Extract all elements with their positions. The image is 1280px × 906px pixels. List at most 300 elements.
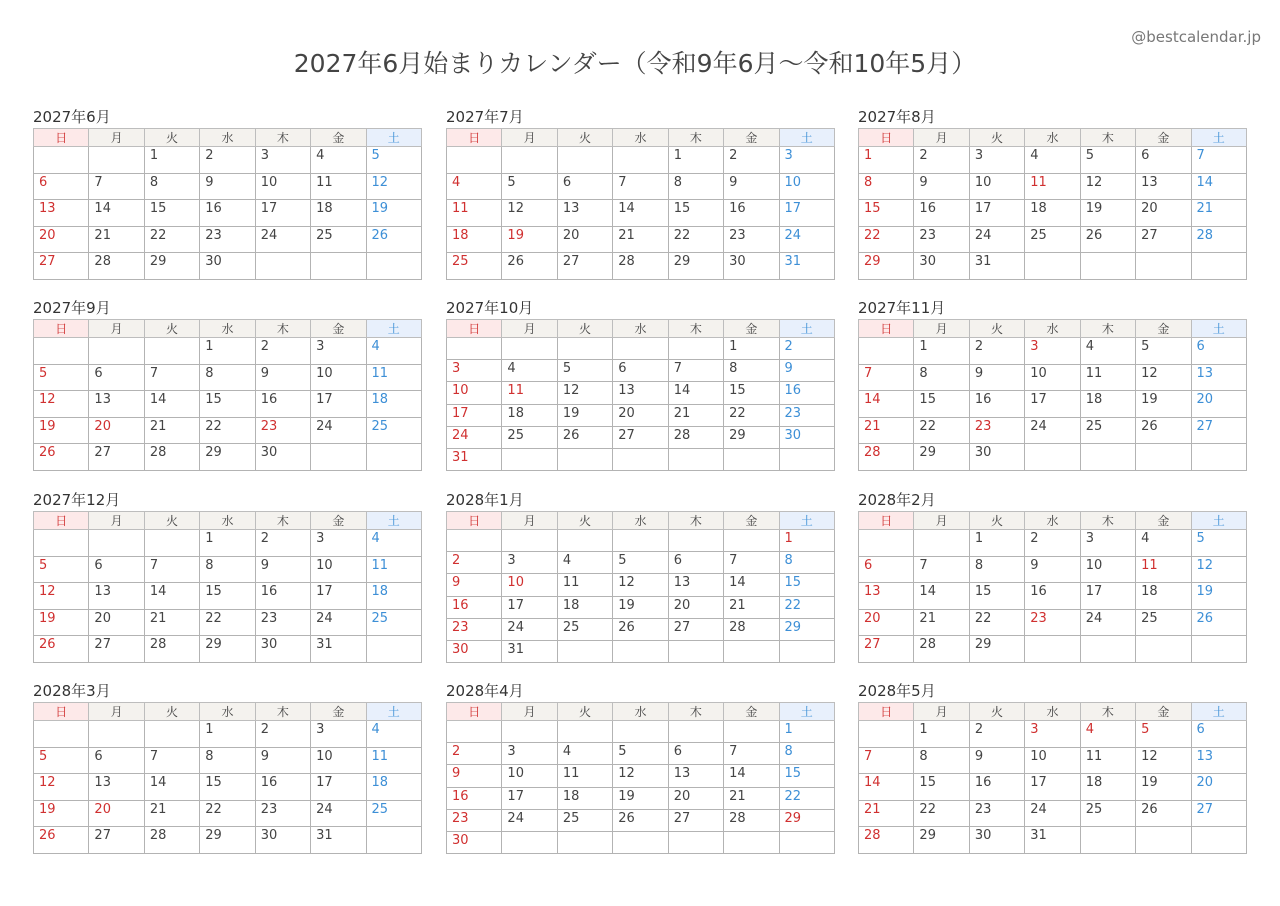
empty-cell [144,338,199,365]
day-cell: 4 [311,147,366,174]
empty-cell [668,530,723,552]
month-calendar [446,106,835,280]
day-cell: 29 [859,253,914,280]
day-cell: 12 [613,574,668,596]
empty-cell [1080,636,1135,663]
empty-cell [89,147,144,174]
day-cell: 28 [859,444,914,471]
day-cell: 5 [1080,147,1135,174]
day-cell: 2 [779,338,834,360]
empty-cell [557,721,612,743]
day-cell: 6 [668,552,723,574]
empty-cell [34,721,89,748]
week-row [447,404,835,426]
weekday-header: 木 [1080,703,1135,721]
weekday-header: 日 [34,703,89,721]
day-cell: 7 [668,360,723,382]
month-table [446,128,835,280]
weekday-header: 月 [89,703,144,721]
weekday-header: 水 [200,512,255,530]
day-cell: 24 [1080,609,1135,636]
day-cell: 13 [1191,747,1246,774]
day-cell: 21 [859,800,914,827]
day-cell: 3 [969,147,1024,174]
month-title: 2027年7月 [446,108,524,126]
day-cell: 5 [613,743,668,765]
day-cell: 17 [969,200,1024,227]
day-cell: 24 [969,226,1024,253]
weekday-header: 月 [502,129,557,147]
weekday-header: 水 [1025,703,1080,721]
day-cell: 7 [859,747,914,774]
day-cell: 5 [1136,338,1191,365]
day-cell: 4 [502,360,557,382]
day-cell: 13 [668,574,723,596]
empty-cell [502,831,557,853]
day-cell: 20 [668,787,723,809]
weekday-header: 月 [89,512,144,530]
empty-cell [613,338,668,360]
day-cell: 6 [557,173,612,200]
day-cell: 17 [1025,391,1080,418]
day-cell: 22 [200,417,255,444]
month-calendar [858,106,1247,280]
day-cell: 23 [914,226,969,253]
empty-cell [779,640,834,662]
week-row [447,253,835,280]
day-cell: 8 [724,360,779,382]
day-cell: 18 [366,774,421,801]
day-cell: 16 [255,774,310,801]
holiday-cell: 19 [502,226,557,253]
weekday-header: 水 [200,703,255,721]
day-cell: 15 [200,583,255,610]
day-cell: 24 [1025,800,1080,827]
empty-cell [1080,253,1135,280]
day-cell: 17 [311,583,366,610]
day-cell: 1 [724,338,779,360]
empty-cell [859,721,914,748]
day-cell: 7 [144,364,199,391]
weekday-header: 水 [613,320,668,338]
weekday-header: 日 [859,703,914,721]
empty-cell [1080,827,1135,854]
day-cell: 13 [1191,364,1246,391]
empty-cell [366,827,421,854]
empty-cell [668,831,723,853]
month-calendar [858,297,1247,471]
day-cell: 6 [859,556,914,583]
empty-cell [557,338,612,360]
weekday-header: 日 [447,129,502,147]
empty-cell [255,253,310,280]
week-row [859,636,1247,663]
day-cell: 6 [1136,147,1191,174]
weekday-header: 水 [613,129,668,147]
empty-cell [1025,636,1080,663]
week-row [447,574,835,596]
weekday-header: 土 [1191,320,1246,338]
day-cell: 29 [779,618,834,640]
weekday-header: 木 [1080,129,1135,147]
day-cell: 2 [969,338,1024,365]
day-cell: 8 [200,364,255,391]
day-cell: 5 [366,147,421,174]
weekday-header: 土 [1191,703,1246,721]
weekday-header: 日 [34,512,89,530]
weekday-header: 月 [89,320,144,338]
weekday-header: 日 [447,703,502,721]
weekday-header-row [859,703,1247,721]
day-cell: 8 [914,364,969,391]
day-cell: 8 [914,747,969,774]
day-cell: 10 [969,173,1024,200]
day-cell: 27 [557,253,612,280]
weekday-header: 木 [668,320,723,338]
week-row [447,338,835,360]
day-cell: 27 [89,827,144,854]
week-row [34,364,422,391]
day-cell: 22 [914,417,969,444]
empty-cell [1136,827,1191,854]
day-cell: 11 [1080,364,1135,391]
day-cell: 17 [311,391,366,418]
day-cell: 3 [311,338,366,365]
weekday-header: 月 [89,129,144,147]
day-cell: 1 [859,147,914,174]
day-cell: 16 [779,382,834,404]
day-cell: 11 [1080,747,1135,774]
week-row [447,360,835,382]
empty-cell [366,444,421,471]
week-row [859,827,1247,854]
week-row [447,765,835,787]
empty-cell [502,338,557,360]
day-cell: 8 [779,552,834,574]
month-title: 2027年8月 [858,108,936,126]
day-cell: 7 [859,364,914,391]
holiday-cell: 10 [502,574,557,596]
week-row [447,200,835,227]
week-row [447,147,835,174]
weekday-header-row [34,320,422,338]
day-cell: 4 [557,743,612,765]
day-cell: 26 [1136,417,1191,444]
day-cell: 9 [724,173,779,200]
day-cell: 21 [859,417,914,444]
day-cell: 22 [969,609,1024,636]
day-cell: 14 [144,391,199,418]
day-cell: 30 [200,253,255,280]
day-cell: 31 [779,253,834,280]
day-cell: 14 [144,583,199,610]
day-cell: 29 [200,444,255,471]
weekday-header: 金 [311,512,366,530]
day-cell: 28 [1191,226,1246,253]
day-cell: 22 [779,787,834,809]
weekday-header: 水 [1025,320,1080,338]
empty-cell [89,530,144,557]
weekday-header: 日 [447,320,502,338]
weekday-header-row [34,129,422,147]
weekday-header-row [859,129,1247,147]
day-cell: 26 [613,618,668,640]
week-row [447,787,835,809]
empty-cell [613,147,668,174]
week-row [859,721,1247,748]
day-cell: 16 [1025,583,1080,610]
holiday-cell: 29 [779,809,834,831]
empty-cell [447,147,502,174]
day-cell: 25 [366,609,421,636]
day-cell: 9 [255,747,310,774]
day-cell: 21 [144,417,199,444]
weekday-header: 火 [557,703,612,721]
day-cell: 13 [613,382,668,404]
empty-cell [34,338,89,365]
day-cell: 16 [969,774,1024,801]
day-cell: 12 [613,765,668,787]
month-title: 2028年2月 [858,491,936,509]
day-cell: 21 [144,609,199,636]
week-row [859,364,1247,391]
month-table [33,319,422,471]
weekday-header: 火 [144,129,199,147]
month-title: 2027年6月 [33,108,111,126]
weekday-header: 火 [144,703,199,721]
weekday-header: 金 [724,129,779,147]
week-row [447,226,835,253]
month-table [858,702,1247,854]
day-cell: 10 [311,747,366,774]
day-cell: 29 [969,636,1024,663]
week-row [447,831,835,853]
day-cell: 15 [668,200,723,227]
day-cell: 4 [447,173,502,200]
day-cell: 21 [89,226,144,253]
week-row [859,800,1247,827]
empty-cell [447,338,502,360]
day-cell: 24 [1025,417,1080,444]
day-cell: 24 [255,226,310,253]
day-cell: 3 [779,147,834,174]
empty-cell [613,721,668,743]
day-cell: 13 [557,200,612,227]
day-cell: 18 [311,200,366,227]
week-row [34,583,422,610]
weekday-header: 木 [255,512,310,530]
empty-cell [1025,444,1080,471]
day-cell: 16 [447,596,502,618]
day-cell: 22 [724,404,779,426]
day-cell: 14 [144,774,199,801]
empty-cell [779,831,834,853]
day-cell: 28 [89,253,144,280]
day-cell: 11 [447,200,502,227]
day-cell: 6 [89,556,144,583]
day-cell: 3 [1080,530,1135,557]
day-cell: 29 [668,253,723,280]
week-row [859,747,1247,774]
day-cell: 24 [779,226,834,253]
day-cell: 20 [1136,200,1191,227]
day-cell: 30 [255,444,310,471]
day-cell: 19 [34,800,89,827]
holiday-cell: 11 [502,382,557,404]
empty-cell [557,448,612,470]
holiday-cell: 20 [89,800,144,827]
day-cell: 16 [724,200,779,227]
week-row [447,382,835,404]
day-cell: 25 [557,618,612,640]
day-cell: 21 [668,404,723,426]
day-cell: 21 [144,800,199,827]
weekday-header: 金 [311,320,366,338]
holiday-cell: 3 [1025,338,1080,365]
empty-cell [89,338,144,365]
day-cell: 25 [366,417,421,444]
day-cell: 9 [447,765,502,787]
week-row [859,147,1247,174]
day-cell: 22 [144,226,199,253]
weekday-header: 日 [34,320,89,338]
day-cell: 20 [89,609,144,636]
month-title: 2028年1月 [446,491,524,509]
day-cell: 27 [613,426,668,448]
month-calendar [33,489,422,663]
day-cell: 26 [34,444,89,471]
day-cell: 1 [779,721,834,743]
day-cell: 28 [668,426,723,448]
weekday-header: 火 [969,512,1024,530]
day-cell: 5 [34,747,89,774]
day-cell: 25 [502,426,557,448]
week-row [859,583,1247,610]
day-cell: 3 [255,147,310,174]
day-cell: 12 [1080,173,1135,200]
day-cell: 8 [969,556,1024,583]
day-cell: 15 [914,391,969,418]
day-cell: 12 [557,382,612,404]
empty-cell [668,721,723,743]
empty-cell [557,831,612,853]
day-cell: 27 [668,618,723,640]
week-row [34,609,422,636]
day-cell: 3 [311,530,366,557]
day-cell: 19 [557,404,612,426]
weekday-header: 金 [311,129,366,147]
day-cell: 9 [255,556,310,583]
day-cell: 13 [89,774,144,801]
day-cell: 15 [144,200,199,227]
empty-cell [724,721,779,743]
day-cell: 21 [724,596,779,618]
weekday-header: 木 [255,129,310,147]
day-cell: 24 [502,809,557,831]
weekday-header: 土 [779,320,834,338]
weekday-header: 月 [914,512,969,530]
month-calendar [446,297,835,471]
month-calendar [858,489,1247,663]
day-cell: 17 [447,404,502,426]
site-watermark: @bestcalendar.jp [1131,28,1261,46]
day-cell: 3 [447,360,502,382]
day-cell: 7 [724,552,779,574]
weekday-header-row [34,512,422,530]
day-cell: 7 [613,173,668,200]
day-cell: 29 [200,827,255,854]
day-cell: 7 [144,747,199,774]
day-cell: 28 [724,809,779,831]
day-cell: 16 [200,200,255,227]
day-cell: 25 [1080,800,1135,827]
day-cell: 12 [502,200,557,227]
day-cell: 2 [447,743,502,765]
month-table [33,128,422,280]
weekday-header: 土 [366,129,421,147]
day-cell: 11 [366,556,421,583]
day-cell: 28 [914,636,969,663]
day-cell: 2 [447,552,502,574]
week-row [447,743,835,765]
weekday-header: 金 [311,703,366,721]
day-cell: 25 [311,226,366,253]
day-cell: 15 [779,574,834,596]
day-cell: 5 [502,173,557,200]
weekday-header: 木 [668,129,723,147]
weekday-header: 月 [914,703,969,721]
day-cell: 29 [914,444,969,471]
day-cell: 28 [613,253,668,280]
empty-cell [724,448,779,470]
day-cell: 9 [779,360,834,382]
day-cell: 15 [200,391,255,418]
day-cell: 17 [502,596,557,618]
day-cell: 6 [1191,721,1246,748]
day-cell: 31 [969,253,1024,280]
empty-cell [557,640,612,662]
day-cell: 14 [668,382,723,404]
day-cell: 9 [969,747,1024,774]
day-cell: 30 [914,253,969,280]
day-cell: 16 [255,583,310,610]
day-cell: 8 [668,173,723,200]
month-calendar [33,297,422,471]
empty-cell [34,147,89,174]
weekday-header-row [447,512,835,530]
weekday-header: 金 [1136,512,1191,530]
weekday-header: 土 [366,512,421,530]
weekday-header: 月 [502,703,557,721]
day-cell: 22 [779,596,834,618]
day-cell: 11 [557,574,612,596]
day-cell: 18 [1136,583,1191,610]
empty-cell [613,448,668,470]
day-cell: 12 [34,391,89,418]
day-cell: 9 [1025,556,1080,583]
day-cell: 2 [969,721,1024,748]
day-cell: 11 [366,747,421,774]
day-cell: 15 [859,200,914,227]
week-row [859,444,1247,471]
empty-cell [724,831,779,853]
weekday-header-row [447,129,835,147]
holiday-cell: 11 [1136,556,1191,583]
week-row [34,147,422,174]
day-cell: 22 [200,800,255,827]
day-cell: 14 [914,583,969,610]
holiday-cell: 11 [1025,173,1080,200]
